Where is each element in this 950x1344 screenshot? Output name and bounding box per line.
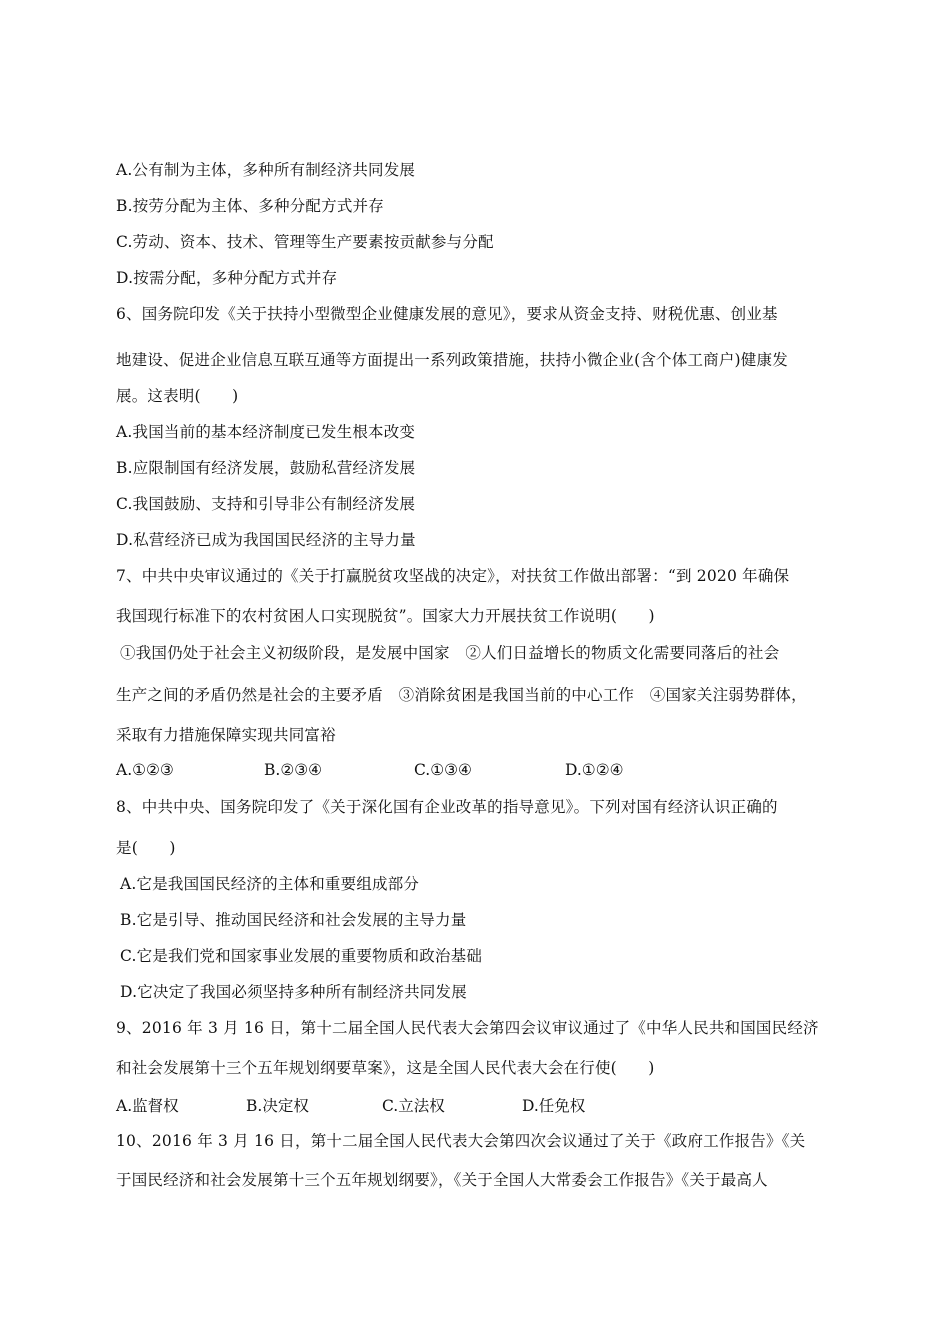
- q5-option-b: B.按劳分配为主体、多种分配方式并存: [116, 197, 384, 215]
- q8-stem-line-1: 8、中共中央、国务院印发了《关于深化国有企业改革的指导意见》。下列对国有经济认识正确的: [116, 798, 778, 816]
- q8-option-c: C.它是我们党和国家事业发展的重要物质和政治基础: [120, 947, 483, 965]
- q9-stem-line-1: 9、2016 年 3 月 16 日，第十二届全国人民代表大会第四会议审议通过了《中华人民共和国国民经济: [116, 1019, 819, 1037]
- q7-stem-line-1: 7、中共中央审议通过的《关于打赢脱贫攻坚战的决定》，对扶贫工作做出部署：“到 2020 年确保: [116, 567, 790, 585]
- q6-stem-line-2: 地建设、促进企业信息互联互通等方面提出一系列政策措施，扶持小微企业(含个体工商户)健康发: [116, 351, 788, 369]
- q7-statements-line-1: ①我国仍处于社会主义初级阶段，是发展中国家 ②人们日益增长的物质文化需要同落后的社会: [120, 644, 780, 662]
- q7-option-d: D.①②④: [565, 761, 624, 779]
- q7-option-b: B.②③④: [264, 761, 323, 779]
- q6-stem-line-1: 6、国务院印发《关于扶持小型微型企业健康发展的意见》，要求从资金支持、财税优惠、创业基: [116, 305, 778, 323]
- q9-option-c: C.立法权: [382, 1097, 445, 1115]
- q9-stem-line-2: 和社会发展第十三个五年规划纲要草案》，这是全国人民代表大会在行使( ): [116, 1059, 655, 1077]
- q5-option-a: A.公有制为主体，多种所有制经济共同发展: [116, 161, 416, 179]
- q5-option-c: C.劳动、资本、技术、管理等生产要素按贡献参与分配: [116, 233, 494, 251]
- q9-option-b: B.决定权: [246, 1097, 309, 1115]
- q9-option-a: A.监督权: [116, 1097, 179, 1115]
- q10-stem-line-1: 10、2016 年 3 月 16 日，第十二届全国人民代表大会第四次会议通过了关于《政府工作报告》《关: [116, 1132, 806, 1150]
- q8-option-d: D.它决定了我国必须坚持多种所有制经济共同发展: [120, 983, 467, 1001]
- q6-option-d: D.私营经济已成为我国国民经济的主导力量: [116, 531, 416, 549]
- q7-statements-line-3: 采取有力措施保障实现共同富裕: [116, 726, 336, 744]
- q7-option-a: A.①②③: [116, 761, 174, 779]
- q10-stem-line-2: 于国民经济和社会发展第十三个五年规划纲要》，《关于全国人大常委会工作报告》《关于最高人: [116, 1171, 768, 1189]
- q6-option-b: B.应限制国有经济发展，鼓励私营经济发展: [116, 459, 416, 477]
- q5-option-d: D.按需分配，多种分配方式并存: [116, 269, 338, 287]
- q8-option-b: B.它是引导、推动国民经济和社会发展的主导力量: [120, 911, 467, 929]
- q8-option-a: A.它是我国国民经济的主体和重要组成部分: [120, 875, 420, 893]
- q6-option-c: C.我国鼓励、支持和引导非公有制经济发展: [116, 495, 416, 513]
- q6-option-a: A.我国当前的基本经济制度已发生根本改变: [116, 423, 416, 441]
- q7-statements-line-2: 生产之间的矛盾仍然是社会的主要矛盾 ③消除贫困是我国当前的中心工作 ④国家关注弱势群体，: [116, 686, 807, 704]
- q7-option-c: C.①③④: [414, 761, 472, 779]
- q8-stem-line-2: 是( ): [116, 839, 176, 857]
- q6-stem-line-3: 展。这表明( ): [116, 387, 239, 405]
- q9-option-d: D.任免权: [522, 1097, 586, 1115]
- q7-stem-line-2: 我国现行标准下的农村贫困人口实现脱贫”。国家大力开展扶贫工作说明( ): [116, 607, 655, 625]
